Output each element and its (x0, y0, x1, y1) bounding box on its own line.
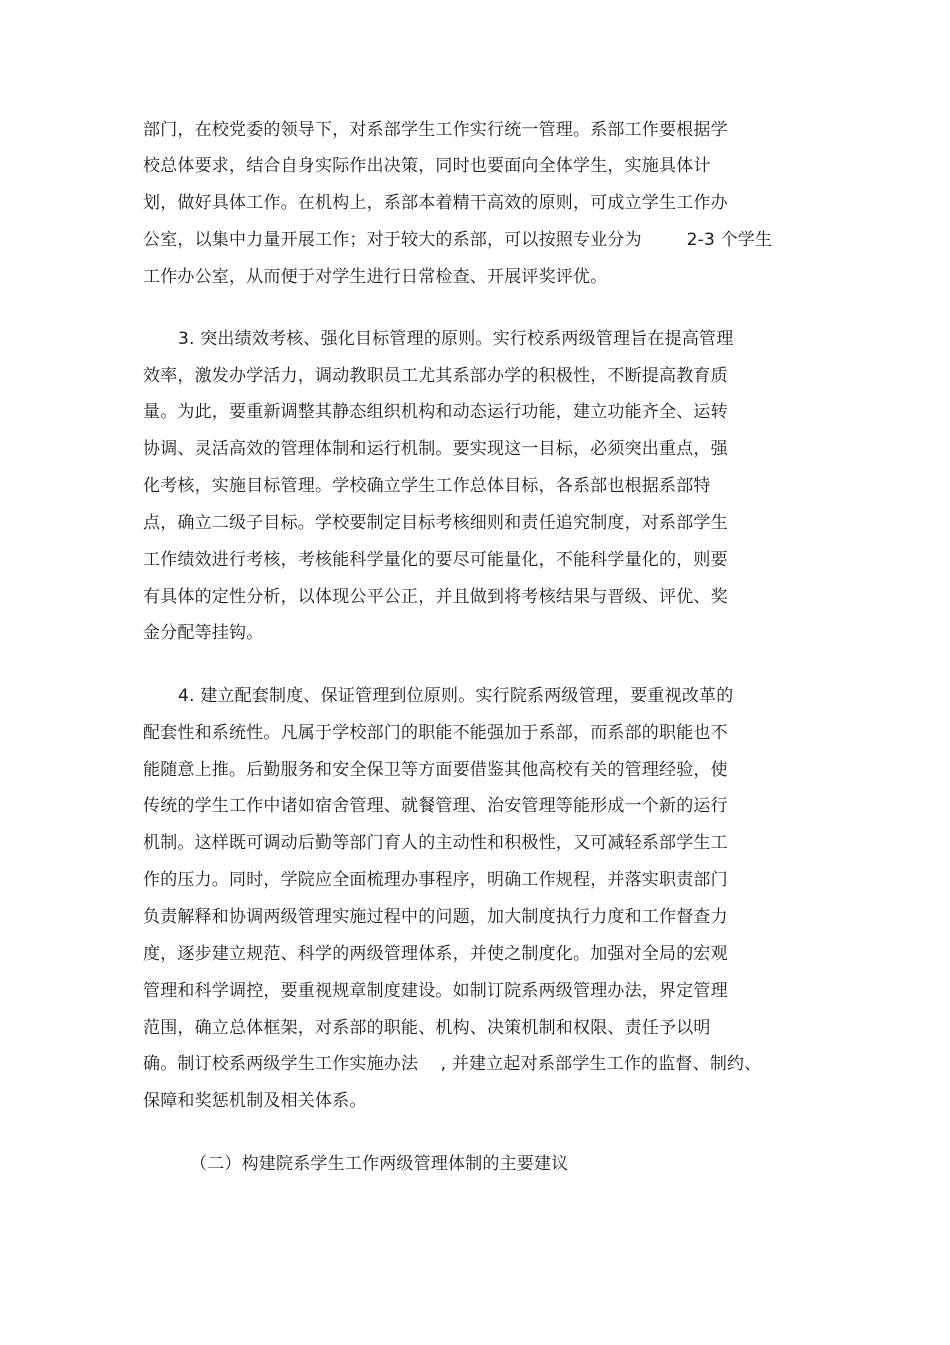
text-line: 作的压力。同时，学院应全面梳理办事程序，明确工作规程，并落实职责部门 (143, 870, 728, 890)
text-line: 量。为此，要重新调整其静态组织机构和动态运行功能，建立功能齐全、运转 (143, 402, 728, 422)
text-line: 划，做好具体工作。在机构上，系部本着精干高效的原则，可成立学生工作办 (143, 193, 728, 213)
paragraph-first-line: 3. 突出绩效考核、强化目标管理的原则。实行校系两级管理旨在提高管理 (178, 329, 734, 349)
text-line: 范围，确立总体框架，对系部的职能、机构、决策机制和权限、责任予以明 (143, 1018, 711, 1038)
text-line: 确。制订校系两级学生工作实施办法 , 并建立起对系部学生工作的监督、制约、 (143, 1054, 762, 1074)
text-line: 机制。这样既可调动后勤等部门育人的主动性和积极性，又可减轻系部学生工 (143, 833, 728, 853)
text-line: 能随意上推。后勤服务和安全保卫等方面要借鉴其他高校有关的管理经验，使 (143, 760, 728, 780)
section-heading: （二）构建院系学生工作两级管理体制的主要建议 (190, 1154, 569, 1174)
text-line: 有具体的定性分析，以体现公平公正，并且做到将考核结果与晋级、评优、奖 (143, 587, 728, 607)
text-line: 效率，激发办学活力，调动教职员工尤其系部办学的积极性，不断提高教育质 (143, 366, 728, 386)
paragraph-first-line: 4. 建立配套制度、保证管理到位原则。实行院系两级管理，要重视改革的 (178, 686, 734, 706)
text-line: 配套性和系统性。凡属于学校部门的职能不能强加于系部，而系部的职能也不 (143, 723, 728, 743)
text-line: 部门，在校党委的领导下，对系部学生工作实行统一管理。系部工作要根据学 (143, 120, 728, 140)
text-line: 工作绩效进行考核，考核能科学量化的要尽可能量化，不能科学量化的，则要 (143, 550, 728, 570)
text-line: 校总体要求，结合自身实际作出决策，同时也要面向全体学生，实施具体计 (143, 156, 711, 176)
text-line: 公室，以集中力量开展工作；对于较大的系部，可以按照专业分为 2-3 个学生 (143, 230, 773, 250)
text-line: 点，确立二级子目标。学校要制定目标考核细则和责任追究制度，对系部学生 (143, 513, 728, 533)
text-line: 化考核，实施目标管理。学校确立学生工作总体目标，各系部也根据系部特 (143, 476, 711, 496)
text-line: 传统的学生工作中诸如宿舍管理、就餐管理、治安管理等能形成一个新的运行 (143, 796, 728, 816)
text-line: 协调、灵活高效的管理体制和运行机制。要实现这一目标，必须突出重点，强 (143, 439, 728, 459)
text-line: 保障和奖惩机制及相关体系。 (143, 1091, 367, 1111)
text-line: 度，逐步建立规范、科学的两级管理体系，并使之制度化。加强对全局的宏观 (143, 944, 728, 964)
text-line: 负责解释和协调两级管理实施过程中的问题，加大制度执行力度和工作督查力 (143, 907, 728, 927)
text-line: 金分配等挂钩。 (143, 623, 264, 643)
text-line: 工作办公室，从而便于对学生进行日常检查、开展评奖评优。 (143, 267, 608, 287)
text-line: 管理和科学调控，要重视规章制度建设。如制订院系两级管理办法，界定管理 (143, 981, 728, 1001)
